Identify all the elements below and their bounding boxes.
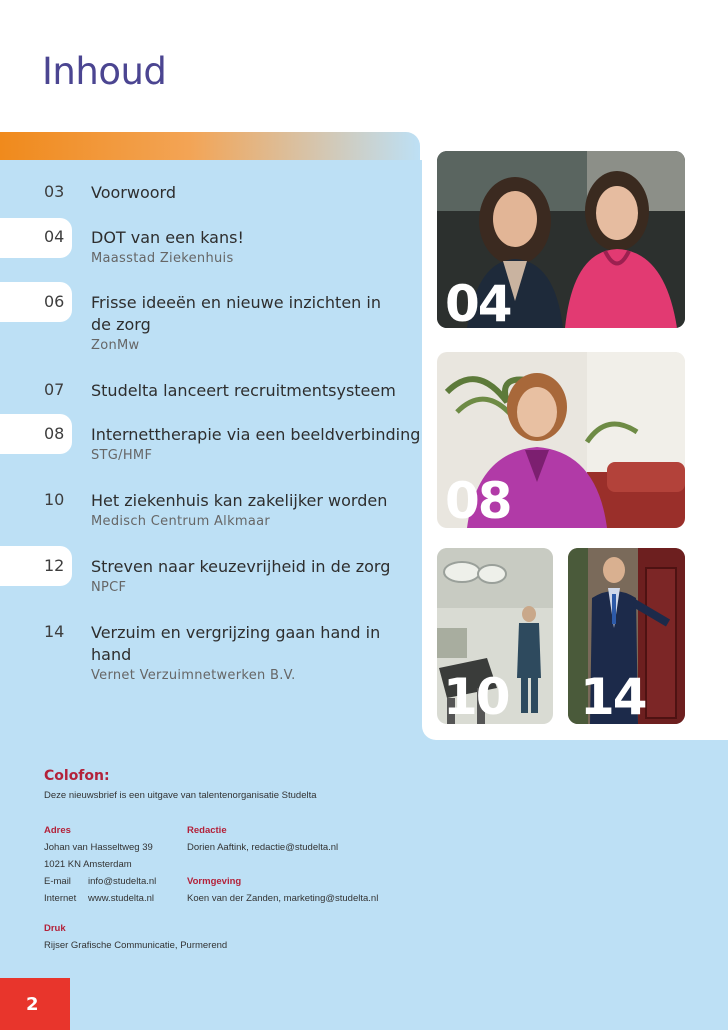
colofon-heading: Colofon: (44, 768, 110, 784)
druk-value: Rijser Grafische Communicatie, Purmerend (44, 940, 228, 951)
toc-subtitle: Maasstad Ziekenhuis (91, 251, 234, 266)
toc-subtitle: STG/HMF (91, 448, 153, 463)
orange-header-bar (0, 132, 420, 160)
toc-subtitle: NPCF (91, 580, 127, 595)
toc-number: 12 (44, 556, 65, 575)
toc-number: 14 (44, 622, 65, 641)
colofon-intro: Deze nieuwsbrief is een uitgave van talentenorganisatie Studelta (44, 790, 317, 801)
page-title: Inhoud (42, 50, 167, 93)
toc-number: 07 (44, 380, 65, 399)
photo-label-04: 04 (445, 275, 511, 328)
redactie-label: Redactie (187, 825, 227, 836)
toc-title: Internettherapie via een beeldverbinding (91, 425, 421, 444)
adres-label: Adres (44, 825, 71, 836)
toc-number: 04 (44, 227, 65, 246)
toc-title: DOT van een kans! (91, 228, 244, 247)
photo-label-08: 08 (445, 472, 511, 528)
toc-number: 03 (44, 182, 65, 201)
toc-subtitle: Vernet Verzuimnetwerken B.V. (91, 668, 296, 683)
toc-title: Frisse ideeën en nieuwe inzichten in de zorg (91, 293, 381, 334)
photo-operating-room (437, 548, 553, 724)
toc-subtitle: Medisch Centrum Alkmaar (91, 514, 271, 529)
adres-line-1: Johan van Hasseltweg 39 (44, 842, 153, 853)
vormgeving-label: Vormgeving (187, 876, 242, 887)
toc-title: Verzuim en vergrijzing gaan hand in hand (91, 623, 381, 664)
toc-title: Voorwoord (91, 183, 176, 202)
toc-title: Streven naar keuzevrijheid in de zorg (91, 557, 391, 576)
internet-value[interactable]: www.studelta.nl (88, 893, 155, 904)
toc-subtitle: ZonMw (91, 338, 140, 353)
photo-label-10: 10 (443, 668, 509, 724)
druk-label: Druk (44, 923, 66, 934)
toc-number: 10 (44, 490, 65, 509)
toc-number: 08 (44, 424, 65, 443)
redactie-value: Dorien Aaftink, redactie@studelta.nl (187, 842, 339, 853)
adres-line-2: 1021 KN Amsterdam (44, 859, 132, 870)
toc-title: Het ziekenhuis kan zakelijker worden (91, 491, 388, 510)
photo-label-14: 14 (580, 668, 646, 724)
page-number: 2 (26, 994, 39, 1015)
photo-woman-pink (437, 352, 685, 528)
internet-label: Internet (44, 893, 77, 904)
toc-title: Studelta lanceert recruitmentsysteem (91, 381, 396, 400)
photo-two-women (437, 151, 685, 328)
vormgeving-value: Koen van der Zanden, marketing@studelta.nl (187, 893, 379, 904)
photo-man-doorway (568, 548, 685, 724)
toc-number: 06 (44, 292, 65, 311)
email-value[interactable]: info@studelta.nl (88, 876, 157, 887)
email-label: E-mail (44, 876, 71, 887)
